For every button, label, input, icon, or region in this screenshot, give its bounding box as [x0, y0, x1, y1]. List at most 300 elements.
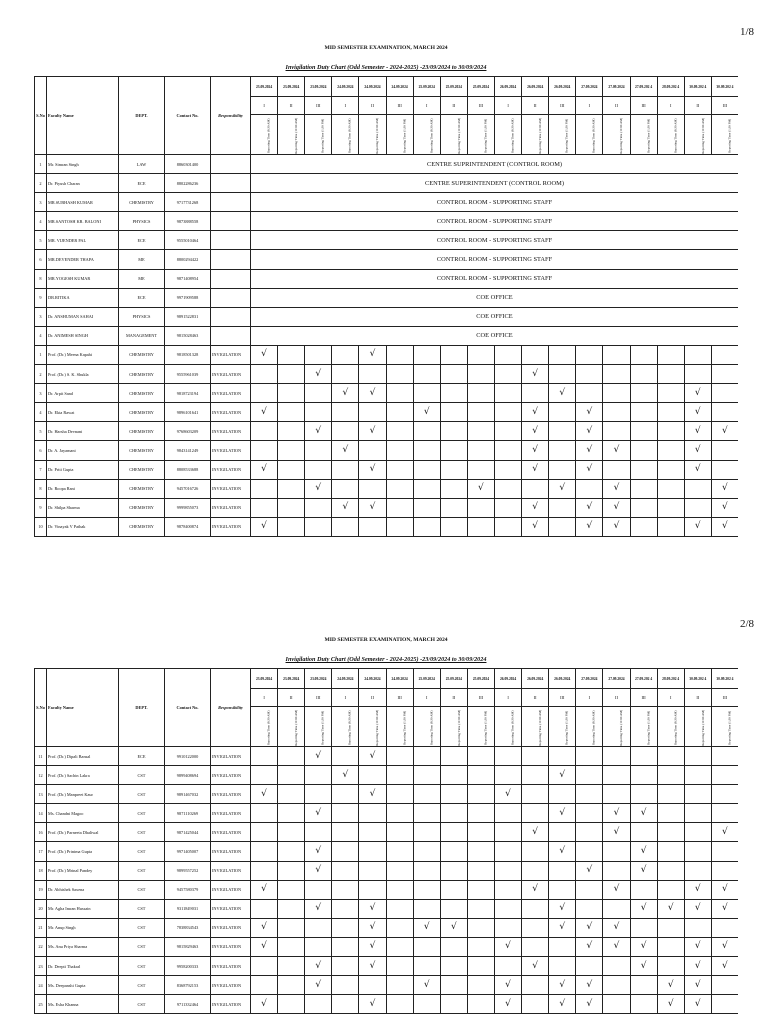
faculty-name-cell: Ms. Chandni Magoo [47, 804, 119, 823]
duty-check-cell [684, 365, 711, 384]
sno-cell: 9 [35, 288, 47, 307]
table-row [35, 517, 739, 536]
duty-check-cell [332, 804, 359, 823]
duty-check-cell [603, 384, 630, 403]
duty-check-cell [603, 899, 630, 918]
date-header: 24.09.2024 [359, 77, 386, 97]
date-header: 23.09.2024 [305, 669, 332, 689]
duty-check-cell [657, 918, 684, 937]
shift-header: III [630, 97, 657, 115]
duty-check-cell [386, 479, 413, 498]
duty-check-cell: √ [522, 441, 549, 460]
duty-check-cell: √ [576, 498, 603, 517]
shift-header: II [278, 97, 305, 115]
duty-check-cell: √ [657, 995, 684, 1014]
duty-check-cell: √ [251, 880, 278, 899]
table-row [35, 250, 739, 269]
shift-header: I [576, 689, 603, 707]
date-header: 30.09.202 4 [684, 77, 711, 97]
table-row [35, 193, 739, 212]
duty-check-cell [657, 517, 684, 536]
duty-check-cell: √ [684, 441, 711, 460]
responsibility-cell [211, 193, 251, 212]
duty-check-cell: √ [332, 441, 359, 460]
duty-check-cell [440, 345, 467, 364]
duty-check-cell [494, 365, 521, 384]
duty-check-cell [359, 365, 386, 384]
duty-check-cell [522, 766, 549, 785]
duty-check-cell: √ [576, 460, 603, 479]
duty-check-cell: √ [305, 365, 332, 384]
contact-cell: 9891467032 [165, 785, 211, 804]
contact-cell: 9871408954 [165, 269, 211, 288]
shift-header: II [684, 97, 711, 115]
duty-check-cell [251, 498, 278, 517]
duty-check-cell [440, 957, 467, 976]
table-row [35, 174, 739, 193]
duty-check-cell [630, 441, 657, 460]
duty-check-cell: √ [305, 976, 332, 995]
duty-check-cell [386, 861, 413, 880]
duty-check-cell [576, 880, 603, 899]
duty-check-cell [630, 880, 657, 899]
duty-check-cell [549, 345, 576, 364]
date-header: 27.09.202 4 [630, 669, 657, 689]
contact-cell: 9311849031 [165, 899, 211, 918]
duty-check-cell [494, 479, 521, 498]
faculty-name-cell: Dr. A. Jayamani [47, 441, 119, 460]
faculty-name-cell: Dr. ANIMESH SINGH [47, 326, 119, 345]
shift-header: II [359, 97, 386, 115]
faculty-name-cell: DR.RITIKA [47, 288, 119, 307]
dept-cell: CHEMISTRY [119, 345, 165, 364]
reporting-time-label: Reporting Time (1:30 PM) [564, 118, 569, 153]
reporting-time-label: Reporting Time (8:30 AM) [510, 118, 515, 153]
contact-cell: 9555961039 [165, 365, 211, 384]
shift-header: I [576, 97, 603, 115]
reporting-time-label: Reporting Time (8:30 AM) [591, 118, 596, 153]
shift-header: I [657, 689, 684, 707]
sno-cell: 24 [35, 976, 47, 995]
sno-cell: 21 [35, 918, 47, 937]
date-header: 25.09.2024 [440, 669, 467, 689]
duty-check-cell [386, 498, 413, 517]
duty-check-cell: √ [711, 899, 738, 918]
duty-check-cell [711, 861, 738, 880]
date-header: 24.09.2024 [359, 669, 386, 689]
duty-check-cell [684, 479, 711, 498]
table-row [35, 479, 739, 498]
duty-check-cell [386, 842, 413, 861]
duty-check-cell [522, 937, 549, 956]
duty-check-cell: √ [711, 957, 738, 976]
faculty-name-cell: Dr. Harsha Devnani [47, 422, 119, 441]
duty-check-cell: √ [684, 957, 711, 976]
date-header: 27.09.2024 [603, 669, 630, 689]
duty-chart-page [34, 40, 738, 552]
duty-check-cell [440, 899, 467, 918]
dept-cell: CHEMISTRY [119, 517, 165, 536]
reporting-time-label: Reporting Time (11:00 AM) [375, 709, 380, 746]
dept-cell: CST [119, 899, 165, 918]
duty-check-cell [413, 937, 440, 956]
contact-cell: 8808533688 [165, 460, 211, 479]
duty-check-cell [657, 785, 684, 804]
date-header: 25.09.2024 [413, 77, 440, 97]
faculty-name-cell: Prof. (Dr.) Manpreet Kaur [47, 785, 119, 804]
sno-cell: 11 [35, 747, 47, 766]
duty-check-cell [522, 918, 549, 937]
duty-check-cell [467, 880, 494, 899]
shift-header: III [711, 97, 738, 115]
duty-check-cell [684, 498, 711, 517]
dept-cell: CST [119, 918, 165, 937]
date-header: 30.09.202 4 [684, 669, 711, 689]
duty-check-cell: √ [549, 479, 576, 498]
duty-check-cell [630, 747, 657, 766]
table-row [35, 345, 739, 364]
duty-check-cell [440, 403, 467, 422]
sno-cell: 3 [35, 384, 47, 403]
duty-check-cell [522, 384, 549, 403]
duty-check-cell [603, 995, 630, 1014]
duty-check-cell: √ [684, 899, 711, 918]
duty-check-cell [467, 441, 494, 460]
duty-check-cell [494, 517, 521, 536]
duty-check-cell [576, 899, 603, 918]
contact-cell: 9896101641 [165, 403, 211, 422]
duty-check-cell [332, 747, 359, 766]
duty-check-cell [359, 976, 386, 995]
duty-assignment-span: CONTROL ROOM - SUPPORTING STAFF [251, 231, 739, 250]
table-row [35, 155, 739, 174]
duty-check-cell [440, 823, 467, 842]
duty-check-cell: √ [359, 345, 386, 364]
duty-check-cell [467, 804, 494, 823]
table-row [35, 957, 739, 976]
shift-header: I [494, 97, 521, 115]
date-header: 25.09.2024 [467, 77, 494, 97]
date-header: 24.09.2024 [332, 77, 359, 97]
duty-check-cell [305, 441, 332, 460]
duty-check-cell [251, 766, 278, 785]
duty-check-cell [657, 403, 684, 422]
duty-check-cell [305, 918, 332, 937]
duty-check-cell: √ [684, 880, 711, 899]
duty-check-cell: √ [494, 937, 521, 956]
duty-check-cell: √ [332, 384, 359, 403]
shift-header: II [278, 689, 305, 707]
duty-check-cell [305, 498, 332, 517]
duty-check-cell [251, 384, 278, 403]
faculty-name-cell: Dr. Ekta Rawat [47, 403, 119, 422]
duty-check-cell [413, 345, 440, 364]
duty-check-cell: √ [603, 880, 630, 899]
duty-check-cell [386, 899, 413, 918]
duty-check-cell [684, 747, 711, 766]
shift-header: I [413, 97, 440, 115]
chart-subtitle: Invigilation Duty Chart (Odd Semester - 2024-2025) -23/09/2024 to 30/09/2024 [285, 64, 487, 71]
duty-check-cell [657, 957, 684, 976]
duty-check-cell [332, 365, 359, 384]
duty-check-cell [467, 517, 494, 536]
responsibility-cell: INVIGILATION [211, 804, 251, 823]
duty-check-cell [440, 842, 467, 861]
duty-check-cell [413, 747, 440, 766]
duty-check-cell: √ [494, 976, 521, 995]
duty-check-cell [413, 995, 440, 1014]
duty-check-cell [494, 861, 521, 880]
duty-check-cell [711, 995, 738, 1014]
duty-check-cell [413, 384, 440, 403]
duty-table [34, 76, 738, 537]
reporting-time-label: Reporting Time (1:30 PM) [483, 710, 488, 745]
shift-header: I [332, 689, 359, 707]
duty-check-cell [467, 747, 494, 766]
col-header-contact: Contact No. [165, 77, 211, 155]
duty-check-cell [549, 422, 576, 441]
duty-check-cell [386, 365, 413, 384]
sno-cell: 10 [35, 517, 47, 536]
responsibility-cell: INVIGILATION [211, 747, 251, 766]
duty-check-cell [603, 403, 630, 422]
date-header: 23.09.2024 [278, 77, 305, 97]
duty-check-cell [386, 937, 413, 956]
contact-cell: 9871110269 [165, 804, 211, 823]
duty-check-cell [413, 880, 440, 899]
duty-check-cell [657, 345, 684, 364]
duty-check-cell: √ [251, 995, 278, 1014]
sno-cell: 14 [35, 804, 47, 823]
duty-check-cell: √ [522, 403, 549, 422]
shift-header: II [359, 689, 386, 707]
date-header: 25.09.2024 [413, 669, 440, 689]
duty-check-cell [630, 976, 657, 995]
date-header: 23.09.2024 [251, 77, 278, 97]
duty-check-cell: √ [549, 976, 576, 995]
duty-check-cell [494, 460, 521, 479]
col-header-dept: DEPT. [119, 669, 165, 747]
duty-check-cell: √ [603, 441, 630, 460]
duty-check-cell: √ [576, 937, 603, 956]
date-header: 28.09.202 4 [657, 669, 684, 689]
duty-check-cell [413, 785, 440, 804]
dept-cell: MANAGEMENT [119, 326, 165, 345]
duty-check-cell [332, 899, 359, 918]
duty-check-cell: √ [305, 747, 332, 766]
table-row [35, 842, 739, 861]
duty-check-cell [278, 441, 305, 460]
duty-check-cell [684, 785, 711, 804]
duty-check-cell [332, 460, 359, 479]
date-header: 27.09.2024 [576, 669, 603, 689]
duty-check-cell [386, 460, 413, 479]
reporting-time-label: Reporting Time (1:30 PM) [401, 118, 406, 153]
duty-check-cell: √ [522, 823, 549, 842]
dept-cell: PHYSICS [119, 307, 165, 326]
duty-check-cell [630, 823, 657, 842]
sno-cell: 4 [35, 403, 47, 422]
faculty-name-cell: Dr. Arpit Sand [47, 384, 119, 403]
duty-check-cell [413, 861, 440, 880]
faculty-name-cell: Dr. ANSHUMAN SAHAI [47, 307, 119, 326]
duty-check-cell [278, 957, 305, 976]
contact-cell: 8802286236 [165, 174, 211, 193]
duty-check-cell [494, 842, 521, 861]
duty-check-cell [332, 995, 359, 1014]
date-header: 25.09.2024 [440, 77, 467, 97]
duty-check-cell: √ [359, 995, 386, 1014]
duty-assignment-span: CONTROL ROOM - SUPPORTING STAFF [251, 250, 739, 269]
duty-check-cell [278, 899, 305, 918]
duty-check-cell [386, 880, 413, 899]
duty-check-cell [359, 441, 386, 460]
reporting-time-label: Reporting Time (8:30 AM) [347, 710, 352, 745]
duty-check-cell: √ [251, 345, 278, 364]
faculty-name-cell: Prof. (Dr.) Dipali Bansal [47, 747, 119, 766]
duty-check-cell: √ [549, 384, 576, 403]
duty-check-cell: √ [522, 517, 549, 536]
duty-check-cell [630, 766, 657, 785]
duty-check-cell [440, 937, 467, 956]
responsibility-cell: INVIGILATION [211, 899, 251, 918]
faculty-name-cell: Prof. (Dr.) Meena Kapahi [47, 345, 119, 364]
duty-check-cell: √ [603, 479, 630, 498]
responsibility-cell: INVIGILATION [211, 823, 251, 842]
duty-check-cell [630, 517, 657, 536]
duty-check-cell: √ [576, 918, 603, 937]
duty-check-cell [549, 785, 576, 804]
duty-check-cell [386, 823, 413, 842]
responsibility-cell: INVIGILATION [211, 365, 251, 384]
duty-check-cell [630, 918, 657, 937]
duty-check-cell [251, 842, 278, 861]
table-row [35, 441, 739, 460]
dept-cell: ECE [119, 747, 165, 766]
duty-check-cell: √ [305, 422, 332, 441]
sno-cell: 8 [35, 479, 47, 498]
duty-check-cell [494, 403, 521, 422]
duty-check-cell [549, 957, 576, 976]
responsibility-cell [211, 250, 251, 269]
dept-cell: CST [119, 861, 165, 880]
duty-check-cell [305, 345, 332, 364]
responsibility-cell: INVIGILATION [211, 976, 251, 995]
date-header: 26.09.2024 [549, 669, 576, 689]
duty-check-cell [251, 823, 278, 842]
duty-check-cell: √ [305, 479, 332, 498]
table-row [35, 899, 739, 918]
duty-check-cell [494, 823, 521, 842]
duty-check-cell [494, 804, 521, 823]
shift-header: I [413, 689, 440, 707]
contact-cell: 9878400874 [165, 517, 211, 536]
duty-check-cell: √ [549, 899, 576, 918]
dept-cell: CST [119, 823, 165, 842]
reporting-time-label: Reporting Time (11:00 AM) [619, 709, 624, 746]
sno-cell: 17 [35, 842, 47, 861]
duty-check-cell: √ [684, 384, 711, 403]
duty-check-cell [711, 842, 738, 861]
contact-cell: 9873888558 [165, 212, 211, 231]
duty-check-cell: √ [251, 517, 278, 536]
duty-check-cell [278, 460, 305, 479]
duty-check-cell [251, 479, 278, 498]
sno-cell: 12 [35, 766, 47, 785]
duty-check-cell [684, 766, 711, 785]
duty-check-cell [386, 747, 413, 766]
duty-check-cell [494, 384, 521, 403]
duty-check-cell [603, 842, 630, 861]
contact-cell: 9891522831 [165, 307, 211, 326]
duty-check-cell: √ [522, 365, 549, 384]
duty-check-cell [657, 460, 684, 479]
faculty-name-cell: Prof. (Dr.) Parneeta Dhaliwal [47, 823, 119, 842]
dept-cell: CHEMISTRY [119, 403, 165, 422]
duty-check-cell: √ [549, 918, 576, 937]
duty-check-cell: √ [332, 766, 359, 785]
reporting-time-label: Reporting Time (1:30 PM) [727, 118, 732, 153]
duty-check-cell [359, 479, 386, 498]
duty-check-cell [359, 766, 386, 785]
duty-check-cell [711, 976, 738, 995]
duty-check-cell [467, 365, 494, 384]
contact-cell: 9971405007 [165, 842, 211, 861]
duty-check-cell [278, 747, 305, 766]
date-header: 28.09.202 4 [657, 77, 684, 97]
col-header-responsibility: Responsibility [211, 669, 251, 747]
contact-cell: 9711332464 [165, 995, 211, 1014]
shift-header: II [440, 689, 467, 707]
duty-check-cell: √ [251, 785, 278, 804]
reporting-time-label: Reporting Time (11:00 AM) [294, 709, 299, 746]
duty-check-cell [413, 498, 440, 517]
duty-check-cell [386, 785, 413, 804]
dept-cell: CHEMISTRY [119, 422, 165, 441]
shift-header: II [440, 97, 467, 115]
duty-check-cell [684, 842, 711, 861]
table-row [35, 326, 739, 345]
duty-check-cell: √ [359, 899, 386, 918]
reporting-time-label: Reporting Time (1:30 PM) [727, 710, 732, 745]
duty-check-cell [522, 842, 549, 861]
responsibility-cell [211, 307, 251, 326]
dept-cell: CST [119, 976, 165, 995]
sno-cell: 16 [35, 823, 47, 842]
sno-cell: 18 [35, 861, 47, 880]
table-row [35, 384, 739, 403]
col-header-sno: S.No [35, 669, 47, 747]
duty-check-cell [467, 460, 494, 479]
duty-check-cell [684, 918, 711, 937]
duty-check-cell [576, 345, 603, 364]
contact-cell: 7838834543 [165, 918, 211, 937]
duty-check-cell [522, 861, 549, 880]
duty-check-cell [305, 785, 332, 804]
date-header: 26.09.2024 [522, 669, 549, 689]
duty-check-cell [440, 498, 467, 517]
duty-check-cell: √ [359, 384, 386, 403]
duty-check-cell [494, 957, 521, 976]
faculty-name-cell: Dr. Vinayak V Pathak [47, 517, 119, 536]
duty-check-cell: √ [413, 403, 440, 422]
duty-check-cell [630, 995, 657, 1014]
duty-check-cell: √ [711, 498, 738, 517]
duty-check-cell [413, 441, 440, 460]
responsibility-cell [211, 326, 251, 345]
responsibility-cell [211, 269, 251, 288]
duty-check-cell [278, 403, 305, 422]
